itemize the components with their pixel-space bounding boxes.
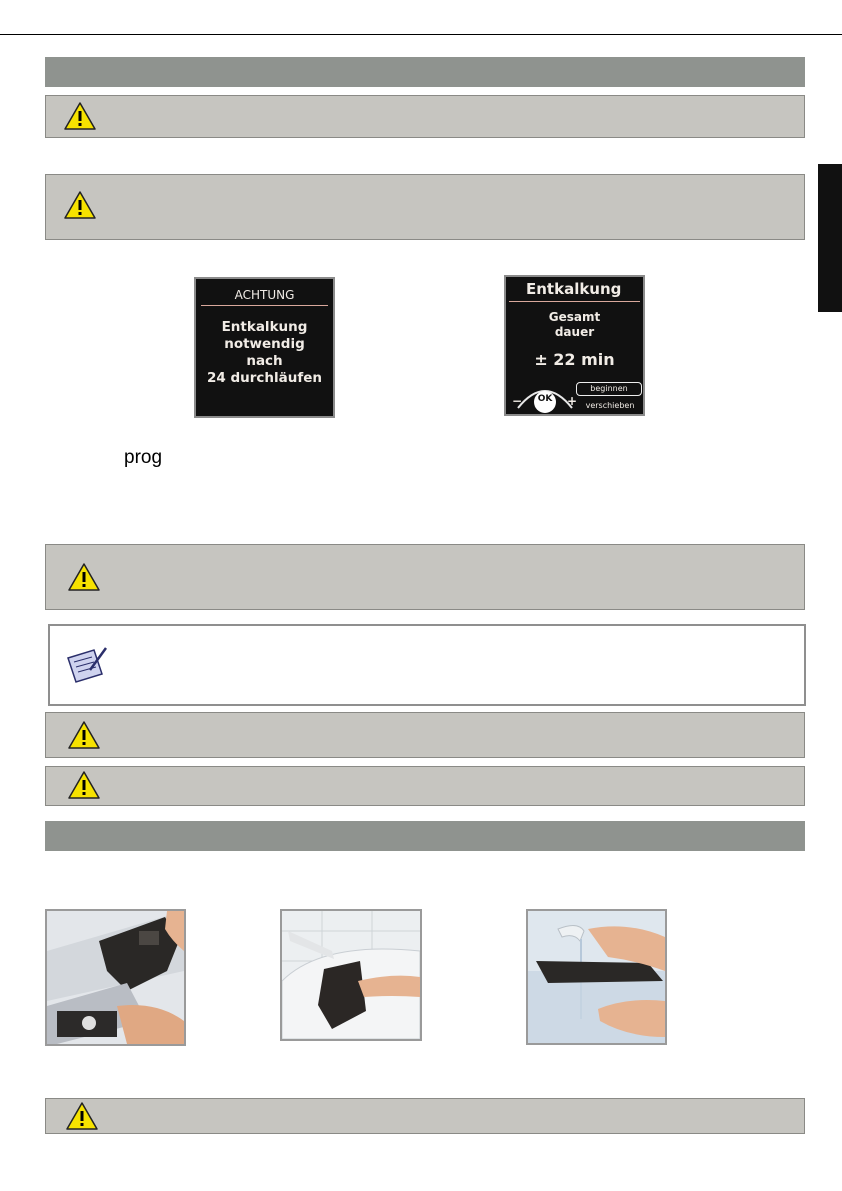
screen-header: ACHTUNG bbox=[234, 288, 295, 302]
screen-divider bbox=[201, 305, 328, 306]
photo-rinse-tray bbox=[526, 909, 667, 1045]
screen-line: dauer bbox=[554, 325, 595, 339]
screen-line: Gesamt bbox=[548, 310, 601, 324]
section-header-band bbox=[45, 821, 805, 851]
photo-rinse-tray-image bbox=[528, 911, 665, 1043]
warning-icon bbox=[65, 1101, 99, 1131]
photo-tray-removed-image bbox=[282, 911, 420, 1039]
warning-icon bbox=[67, 720, 101, 750]
duration-readout: ± 22 min bbox=[534, 350, 615, 369]
display-screen-entkalkung bbox=[504, 275, 645, 416]
warning-box bbox=[45, 95, 805, 138]
photo-tray-removed bbox=[280, 909, 422, 1041]
warning-icon bbox=[67, 562, 101, 592]
warning-box bbox=[45, 766, 805, 806]
warning-icon bbox=[63, 101, 97, 131]
language-side-tab bbox=[818, 164, 842, 312]
warning-box bbox=[45, 1098, 805, 1134]
warning-box bbox=[45, 712, 805, 758]
warning-box bbox=[45, 174, 805, 240]
photo-remove-tray-image bbox=[47, 911, 184, 1044]
screen-divider bbox=[509, 301, 640, 302]
section-header-band bbox=[45, 57, 805, 87]
warning-icon bbox=[67, 770, 101, 800]
screen-header: Entkalkung bbox=[526, 280, 622, 298]
minus-label: − bbox=[512, 394, 523, 408]
ok-dial[interactable] bbox=[510, 378, 580, 414]
plus-label: + bbox=[567, 394, 578, 408]
postpone-label: verschieben bbox=[585, 401, 635, 410]
body-text-prog: prog bbox=[124, 447, 163, 468]
warning-icon bbox=[63, 190, 97, 220]
ok-label: OK bbox=[537, 394, 553, 404]
note-box bbox=[48, 624, 806, 706]
top-rule bbox=[0, 34, 842, 35]
warning-box bbox=[45, 544, 805, 610]
start-button[interactable]: beginnen bbox=[576, 382, 642, 396]
screen-line: nach bbox=[246, 353, 283, 369]
screen-line: notwendig bbox=[224, 336, 305, 352]
screen-line: 24 durchläufen bbox=[206, 370, 323, 386]
display-screen-achtung bbox=[194, 277, 335, 418]
note-paper-icon bbox=[64, 644, 110, 686]
screen-line: Entkalkung bbox=[221, 319, 308, 335]
photo-remove-tray bbox=[45, 909, 186, 1046]
